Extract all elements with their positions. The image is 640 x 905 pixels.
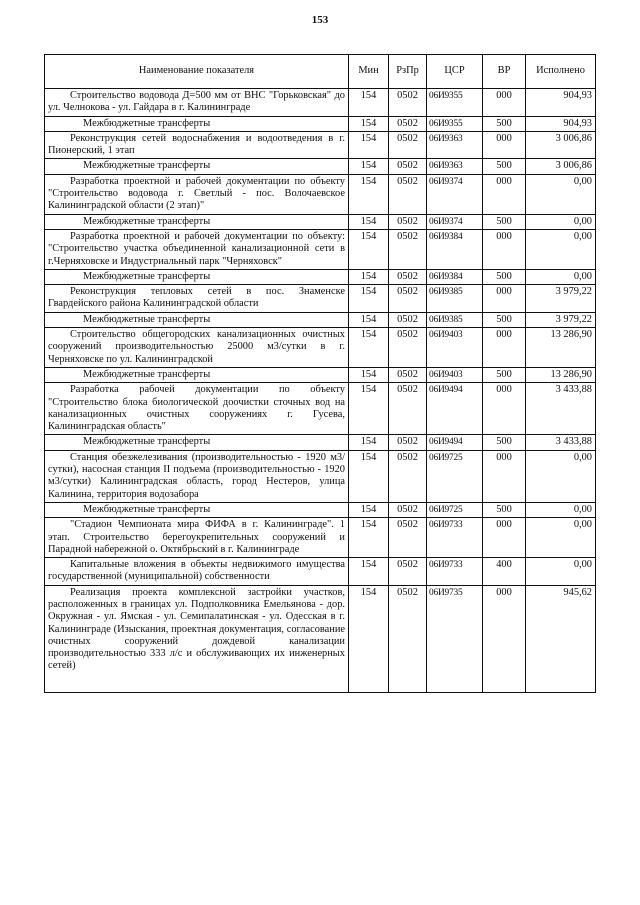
row-vr: 000	[483, 383, 526, 435]
row-rzpr: 0502	[389, 131, 427, 159]
row-min: 154	[349, 131, 389, 159]
row-amount: 13 286,90	[526, 367, 596, 382]
row-csr: 06И9733	[427, 518, 483, 558]
header-name: Наименование показателя	[45, 55, 349, 89]
table-row	[45, 518, 596, 558]
row-vr: 500	[483, 116, 526, 131]
row-vr: 000	[483, 518, 526, 558]
row-name: Межбюджетные трансферты	[45, 312, 349, 327]
table-row	[45, 89, 596, 117]
row-csr: 06И9374	[427, 174, 483, 214]
header-min: Мин	[349, 55, 389, 89]
row-amount: 13 286,90	[526, 328, 596, 368]
row-amount: 3 433,88	[526, 435, 596, 450]
table-row	[45, 367, 596, 382]
row-vr: 000	[483, 328, 526, 368]
table-row	[45, 558, 596, 586]
row-min: 154	[349, 383, 389, 435]
row-amount: 0,00	[526, 558, 596, 586]
row-min: 154	[349, 558, 389, 586]
row-name: Межбюджетные трансферты	[45, 116, 349, 131]
row-min: 154	[349, 174, 389, 214]
row-csr: 06И9385	[427, 285, 483, 313]
header-csr: ЦСР	[427, 55, 483, 89]
table-row	[45, 214, 596, 229]
row-min: 154	[349, 435, 389, 450]
table-row	[45, 585, 596, 692]
row-name: Межбюджетные трансферты	[45, 159, 349, 174]
row-amount: 3 979,22	[526, 285, 596, 313]
budget-table	[44, 54, 596, 693]
row-vr: 500	[483, 502, 526, 517]
row-min: 154	[349, 518, 389, 558]
row-vr: 500	[483, 269, 526, 284]
row-rzpr: 0502	[389, 89, 427, 117]
table-row	[45, 131, 596, 159]
table-row	[45, 229, 596, 269]
row-rzpr: 0502	[389, 159, 427, 174]
row-vr: 500	[483, 367, 526, 382]
row-name: Капитальные вложения в объекты недвижимого имущества государственной (муниципальной) собственности	[45, 558, 349, 586]
row-min: 154	[349, 89, 389, 117]
row-rzpr: 0502	[389, 174, 427, 214]
row-name: Межбюджетные трансферты	[45, 214, 349, 229]
row-vr: 000	[483, 450, 526, 502]
row-min: 154	[349, 229, 389, 269]
table-row	[45, 435, 596, 450]
row-name: Разработка рабочей документации по объекту "Строительство блока биологической доочистки сточных вод на канализационных очистных сооружениях г. Гусева, Калининградская область"	[45, 383, 349, 435]
row-vr: 400	[483, 558, 526, 586]
row-name: Строительство общегородских канализационных очистных сооружений производительностью 25000 м3/сутки в г. Черняховске по ул. Калининградской	[45, 328, 349, 368]
table-row	[45, 285, 596, 313]
row-csr: 06И9494	[427, 435, 483, 450]
row-csr: 06И9384	[427, 229, 483, 269]
row-csr: 06И9735	[427, 585, 483, 692]
table-row	[45, 383, 596, 435]
row-amount: 0,00	[526, 174, 596, 214]
row-amount: 0,00	[526, 450, 596, 502]
row-min: 154	[349, 450, 389, 502]
row-min: 154	[349, 116, 389, 131]
table-row	[45, 328, 596, 368]
row-csr: 06И9403	[427, 367, 483, 382]
header-vr: ВР	[483, 55, 526, 89]
row-csr: 06И9385	[427, 312, 483, 327]
row-csr: 06И9403	[427, 328, 483, 368]
row-rzpr: 0502	[389, 214, 427, 229]
row-name: "Стадион Чемпионата мира ФИФА в г. Калининграде". 1 этап. Строительство берегоукрепительных сооружений и Парадной набережной о. Октябрьский в г. Калининграде	[45, 518, 349, 558]
row-min: 154	[349, 312, 389, 327]
row-csr: 06И9355	[427, 89, 483, 117]
row-rzpr: 0502	[389, 328, 427, 368]
row-name: Разработка проектной и рабочей документации по объекту "Строительство водовода г. Светлый - пос. Волочаевское Калининградской области (2 этап)"	[45, 174, 349, 214]
row-csr: 06И9374	[427, 214, 483, 229]
row-rzpr: 0502	[389, 502, 427, 517]
row-vr: 000	[483, 585, 526, 692]
row-csr: 06И9363	[427, 159, 483, 174]
row-amount: 0,00	[526, 269, 596, 284]
row-rzpr: 0502	[389, 116, 427, 131]
row-vr: 000	[483, 89, 526, 117]
row-rzpr: 0502	[389, 312, 427, 327]
row-csr: 06И9494	[427, 383, 483, 435]
table-header-row	[45, 55, 596, 89]
row-name: Разработка проектной и рабочей документации по объекту: "Строительство участка объединенной канализационной сети в г.Черняховске и Индустриальный парк "Черняховск"	[45, 229, 349, 269]
row-name: Реконструкция тепловых сетей в пос. Знаменске Гвардейского района Калининградской области	[45, 285, 349, 313]
row-vr: 000	[483, 229, 526, 269]
row-name: Строительство водовода Д=500 мм от ВНС "Горьковская" до ул. Челнокова - ул. Гайдара в г. Калининграде	[45, 89, 349, 117]
row-rzpr: 0502	[389, 558, 427, 586]
row-csr: 06И9733	[427, 558, 483, 586]
row-rzpr: 0502	[389, 367, 427, 382]
row-amount: 904,93	[526, 116, 596, 131]
row-min: 154	[349, 214, 389, 229]
row-csr: 06И9384	[427, 269, 483, 284]
row-rzpr: 0502	[389, 269, 427, 284]
row-vr: 000	[483, 131, 526, 159]
row-min: 154	[349, 367, 389, 382]
row-min: 154	[349, 159, 389, 174]
row-vr: 500	[483, 312, 526, 327]
row-amount: 904,93	[526, 89, 596, 117]
row-min: 154	[349, 328, 389, 368]
row-min: 154	[349, 502, 389, 517]
page-number: 153	[311, 14, 329, 26]
row-vr: 000	[483, 174, 526, 214]
row-rzpr: 0502	[389, 435, 427, 450]
table-row	[45, 159, 596, 174]
row-csr: 06И9725	[427, 450, 483, 502]
row-name: Межбюджетные трансферты	[45, 367, 349, 382]
table-row	[45, 269, 596, 284]
row-rzpr: 0502	[389, 383, 427, 435]
table-row	[45, 450, 596, 502]
table-row	[45, 174, 596, 214]
row-rzpr: 0502	[389, 585, 427, 692]
row-amount: 0,00	[526, 214, 596, 229]
row-csr: 06И9725	[427, 502, 483, 517]
row-name: Межбюджетные трансферты	[45, 502, 349, 517]
row-amount: 3 979,22	[526, 312, 596, 327]
row-amount: 3 006,86	[526, 159, 596, 174]
row-min: 154	[349, 285, 389, 313]
table-row	[45, 502, 596, 517]
row-vr: 500	[483, 214, 526, 229]
row-rzpr: 0502	[389, 518, 427, 558]
row-name: Станция обезжелезивания (производительностью - 1920 м3/сутки), насосная станция II подъема (производительностью - 1920 м3/сутки) Калининградская область, город Нестеров, улица Калинина, территория водозабора	[45, 450, 349, 502]
row-rzpr: 0502	[389, 229, 427, 269]
row-vr: 000	[483, 285, 526, 313]
row-amount: 0,00	[526, 518, 596, 558]
row-vr: 500	[483, 159, 526, 174]
row-csr: 06И9355	[427, 116, 483, 131]
row-min: 154	[349, 585, 389, 692]
row-min: 154	[349, 269, 389, 284]
row-amount: 945,62	[526, 585, 596, 692]
row-name: Реконструкция сетей водоснабжения и водоотведения в г. Пионерский, 1 этап	[45, 131, 349, 159]
table-row	[45, 312, 596, 327]
header-rzpr: РзПр	[389, 55, 427, 89]
header-executed: Исполнено	[526, 55, 596, 89]
row-amount: 3 006,86	[526, 131, 596, 159]
row-amount: 0,00	[526, 229, 596, 269]
row-rzpr: 0502	[389, 450, 427, 502]
row-amount: 0,00	[526, 502, 596, 517]
row-rzpr: 0502	[389, 285, 427, 313]
row-name: Межбюджетные трансферты	[45, 435, 349, 450]
row-amount: 3 433,88	[526, 383, 596, 435]
row-name: Реализация проекта комплексной застройки участков, расположенных в границах ул. Подполковника Емельянова - дор. Окружная - ул. Ямская - ул. Семипалатинская - ул. Одесская в г. Калининграде (Изыскания, проектная документация, согласование очистных сооружений дождевой канализации производительностью 333 л/с и обслуживающих их инженерных сетей)	[45, 585, 349, 692]
row-csr: 06И9363	[427, 131, 483, 159]
row-name: Межбюджетные трансферты	[45, 269, 349, 284]
row-vr: 500	[483, 435, 526, 450]
table-row	[45, 116, 596, 131]
